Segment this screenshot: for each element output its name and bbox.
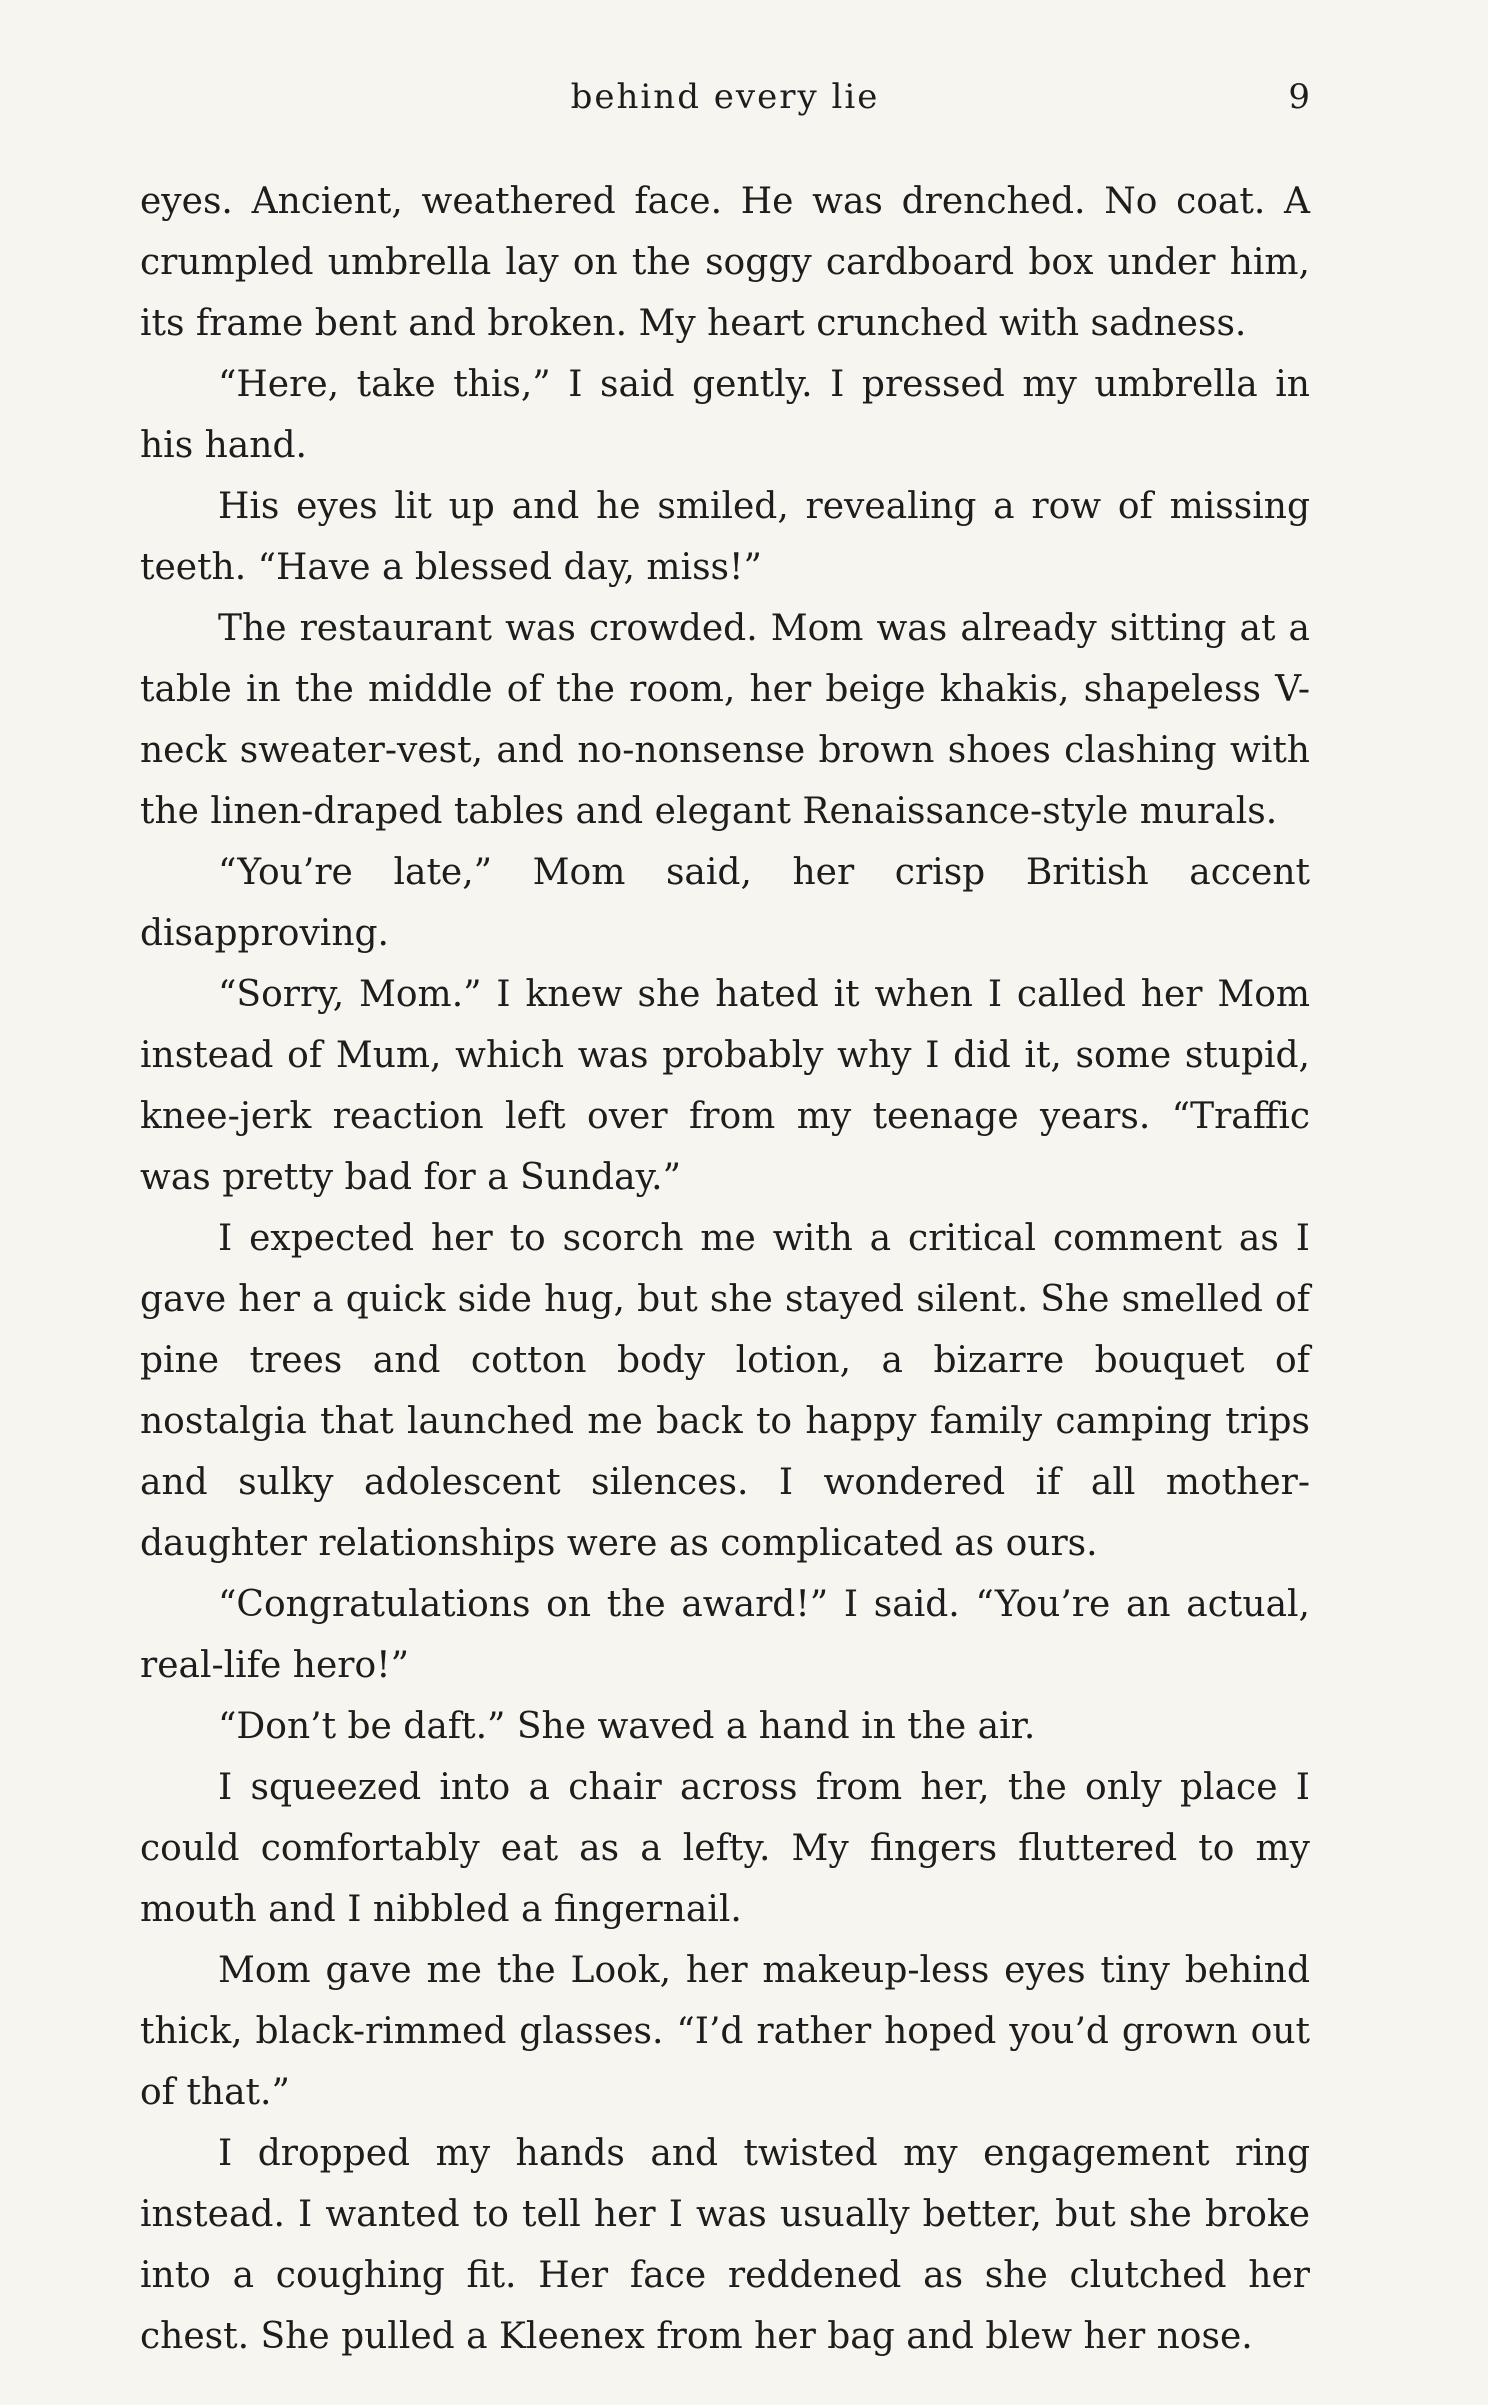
paragraph: I dropped my hands and twisted my engagement ring instead. I wanted to tell her I was usually better, but she broke into a coughing fit. Her face reddened as she clutched her chest. She pulled a Kleenex from her bag and blew her nose. bbox=[140, 2133, 1310, 2357]
running-head bbox=[140, 72, 1310, 122]
running-title: behind every lie bbox=[570, 77, 880, 117]
paragraph: The restaurant was crowded. Mom was already sitting at a table in the middle of the room, her beige khakis, shapeless V-neck sweater-vest, and no-nonsense brown shoes clashing with the linen-draped tables and elegant Renaissance-style murals. bbox=[140, 608, 1310, 832]
paragraph: eyes. Ancient, weathered face. He was drenched. No coat. A crumpled umbrella lay on the soggy cardboard box under him, its frame bent and broken. My heart crunched with sadness. bbox=[140, 181, 1310, 344]
paragraph: “Don’t be daft.” She waved a hand in the air. bbox=[218, 1706, 1036, 1747]
paragraph: Mom gave me the Look, her makeup-less eyes tiny behind thick, black-rimmed glasses. “I’d rather hoped you’d grown out of that.” bbox=[140, 1950, 1310, 2113]
paragraph: “You’re late,” Mom said, her crisp British accent disapproving. bbox=[140, 852, 1310, 954]
paragraph: I squeezed into a chair across from her, the only place I could comfortably eat as a lefty. My fingers fluttered to my mouth and I nibbled a fingernail. bbox=[140, 1767, 1310, 1930]
page-number: 9 bbox=[1288, 77, 1310, 117]
paragraph: His eyes lit up and he smiled, revealing a row of missing teeth. “Have a blessed day, miss!” bbox=[140, 486, 1310, 588]
paragraph: I expected her to scorch me with a critical comment as I gave her a quick side hug, but she stayed silent. She smelled of pine trees and cotton body lotion, a bizarre bouquet of nostalgia that launched me back to happy family camping trips and sulky adolescent silences. I wondered if all mother-daughter relationships were as complicated as ours. bbox=[140, 1218, 1310, 1564]
paragraph: “Congratulations on the award!” I said. “You’re an actual, real-life hero!” bbox=[140, 1584, 1310, 1686]
paragraph: “Sorry, Mom.” I knew she hated it when I called her Mom instead of Mum, which was probably why I did it, some stupid, knee-jerk reaction left over from my teenage years. “Traffic was pretty bad for a Sunday.” bbox=[140, 974, 1310, 1198]
paragraph: “Here, take this,” I said gently. I pressed my umbrella in his hand. bbox=[140, 364, 1310, 466]
body-text bbox=[140, 171, 1310, 2367]
